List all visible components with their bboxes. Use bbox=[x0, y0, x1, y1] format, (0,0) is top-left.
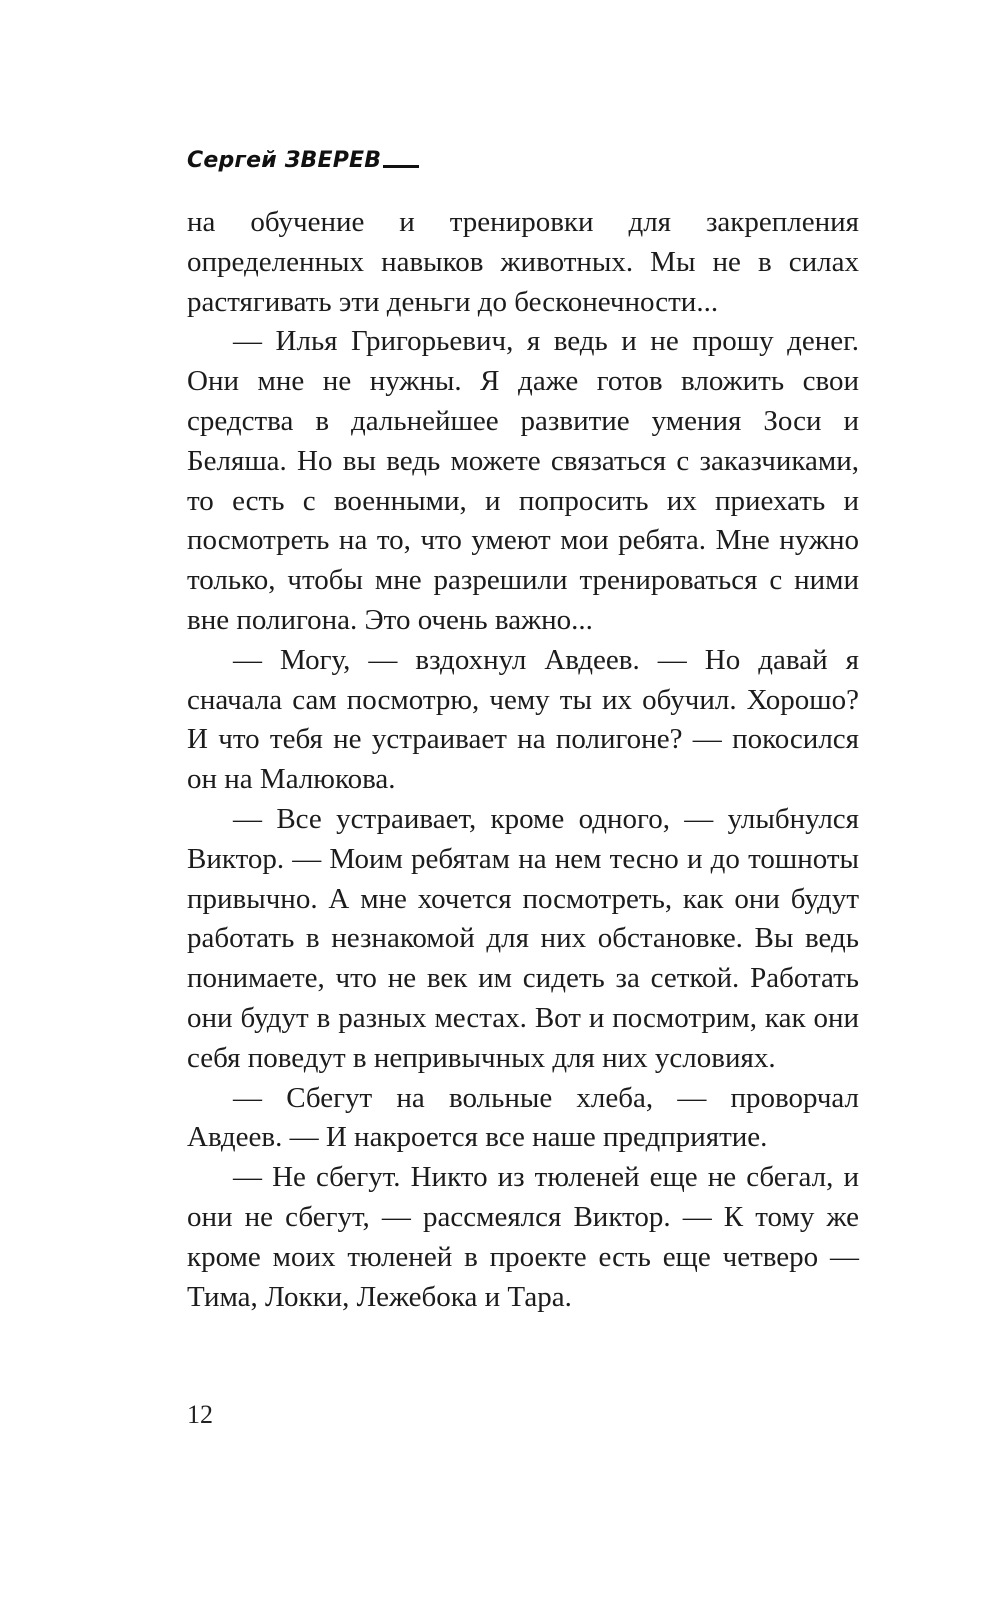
running-header bbox=[187, 148, 419, 173]
paragraph: — Все устраивает, кроме одного, — улыбнулся Виктор. — Моим ребятам на нем тесно и до тошноты привычно. А мне хочется посмотреть, как они будут работать в незнакомой для них обстановке. Вы ведь понимаете, что не век им сидеть за сеткой. Работать они будут в разных местах. Вот и посмотрим, как они себя поведут в непривычных для них условиях. bbox=[187, 802, 859, 1074]
page-number: 12 bbox=[187, 1400, 213, 1429]
paragraph: — Не сбегут. Никто из тюленей еще не сбегал, и они не сбегут, — рассмеялся Виктор. — К тому же кроме моих тюленей в проекте есть еще четверо — Тима, Локки, Лежебока и Тара. bbox=[187, 1161, 859, 1313]
paragraph: — Сбегут на вольные хлеба, — проворчал Авдеев. — И накроется все наше предприятие. bbox=[187, 1081, 859, 1154]
paragraph: — Илья Григорьевич, я ведь и не прошу денег. Они мне не нужны. Я даже готов вложить свои средства в дальнейшее развитие умения Зоси и Беляша. Но вы ведь можете связаться с заказчиками, то есть с военными, и попросить их приехать и посмотреть на то, что умеют мои ребята. Мне нужно только, чтобы мне разрешили тренироваться с ними вне полигона. Это очень важно... bbox=[187, 325, 859, 636]
paragraph: — Могу, — вздохнул Авдеев. — Но давай я сначала сам посмотрю, чему ты их обучил. Хорошо? И что тебя не устраивает на полигоне? — покосился он на Малюкова. bbox=[187, 643, 859, 796]
header-rule bbox=[383, 165, 419, 168]
body-text bbox=[187, 203, 859, 1317]
paragraph: на обучение и тренировки для закрепления определенных навыков животных. Мы не в силах растягивать эти деньги до бесконечности... bbox=[187, 206, 859, 318]
author-name: Сергей ЗВЕРЕВ bbox=[187, 148, 382, 173]
